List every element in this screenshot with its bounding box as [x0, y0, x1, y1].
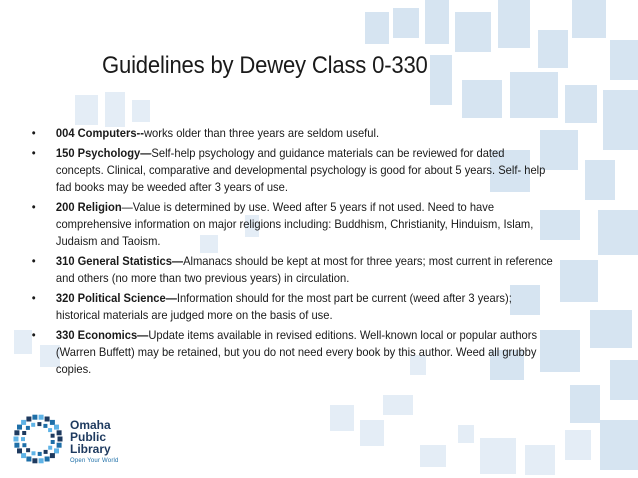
logo-square [48, 428, 52, 432]
item-heading: 200 Religion [55, 200, 122, 214]
logo-square [21, 453, 26, 458]
logo-line: Public [70, 430, 107, 444]
item-heading: 320 Political Science— [55, 291, 177, 305]
logo-square [58, 437, 63, 442]
logo-square [43, 424, 47, 428]
logo-square [32, 415, 37, 420]
logo-square [54, 425, 59, 430]
logo-square [57, 430, 62, 435]
list-item-psychology [28, 145, 553, 196]
item-heading: 310 General Statistics— [55, 254, 184, 268]
item-text: Self-help psychology and guidance materials can be reviewed for dated concepts. Clinical, comparative and developmental psychology is good for about 5 years. Self- help fad books may be weeded after 3 years of use. [55, 146, 546, 194]
item-text: Information should for the most part be current (weed after 3 years); historical materials are judged more on the basis of use. [55, 291, 512, 322]
item-heading: 150 Psychology— [55, 146, 152, 160]
logo-square [22, 443, 26, 447]
item-text: works older than three years are seldom useful. [143, 126, 380, 140]
logo-square [26, 448, 30, 452]
logo-square [54, 448, 59, 453]
slide-title: Guidelines by Dewey Class 0-330 [102, 52, 428, 79]
list-item-economics [28, 327, 553, 378]
item-text: —Value is determined by use. Weed after 5 years if not used. Need to have comprehensive information on major religions including: Buddhism, Christianity, Hinduism, Islam, Judaism and Taoism. [55, 200, 534, 248]
logo-square [26, 417, 31, 422]
logo-square [14, 443, 19, 448]
item-text: Almanacs should be kept at most for three years; most current in reference and others (no more than two previous years) in circulation. [55, 254, 553, 285]
logo-square [14, 430, 19, 435]
logo-square [39, 415, 44, 420]
logo-line: Library [70, 442, 111, 456]
item-heading: 330 Economics— [55, 328, 149, 342]
logo-wordmark [70, 419, 111, 455]
logo-square [48, 446, 52, 450]
logo-square [17, 425, 22, 430]
guideline-list [28, 125, 553, 381]
logo-square [21, 437, 25, 441]
bullet-icon: • [31, 328, 36, 342]
logo-square [50, 420, 55, 425]
logo-square [32, 451, 36, 455]
logo-square [14, 437, 19, 442]
list-item-religion [28, 199, 553, 250]
list-item-political-science [28, 290, 553, 324]
logo-square [50, 453, 55, 458]
logo-square [37, 422, 41, 426]
bullet-icon: • [31, 291, 36, 305]
item-text: Update items available in revised editions. Well-known local or popular authors (Warren Buffett) may be retained, but you do not need every book by this author. Weed all grubby copies. [55, 328, 538, 376]
logo-square [44, 450, 48, 454]
logo-square [26, 426, 30, 430]
logo-square [31, 423, 35, 427]
logo-square [57, 443, 62, 448]
logo-square [39, 458, 44, 463]
logo-square [45, 457, 50, 462]
logo-square [32, 458, 37, 463]
logo-square [51, 434, 55, 438]
list-item-computers [28, 125, 553, 142]
omaha-library-logo-icon [10, 411, 66, 467]
list-item-statistics [28, 253, 553, 287]
bullet-icon: • [31, 146, 36, 160]
bullet-icon: • [31, 126, 36, 140]
logo-square [38, 452, 42, 456]
logo-square [17, 448, 22, 453]
logo-square [45, 417, 50, 422]
logo-square [22, 431, 26, 435]
logo-square [51, 440, 55, 444]
bullet-icon: • [31, 254, 36, 268]
logo-square [26, 457, 31, 462]
logo-square [21, 420, 26, 425]
logo-line: Omaha [70, 418, 111, 432]
bullet-icon: • [31, 200, 36, 214]
item-heading: 004 Computers-- [55, 126, 144, 140]
logo-tagline: Open Your World [70, 458, 119, 464]
